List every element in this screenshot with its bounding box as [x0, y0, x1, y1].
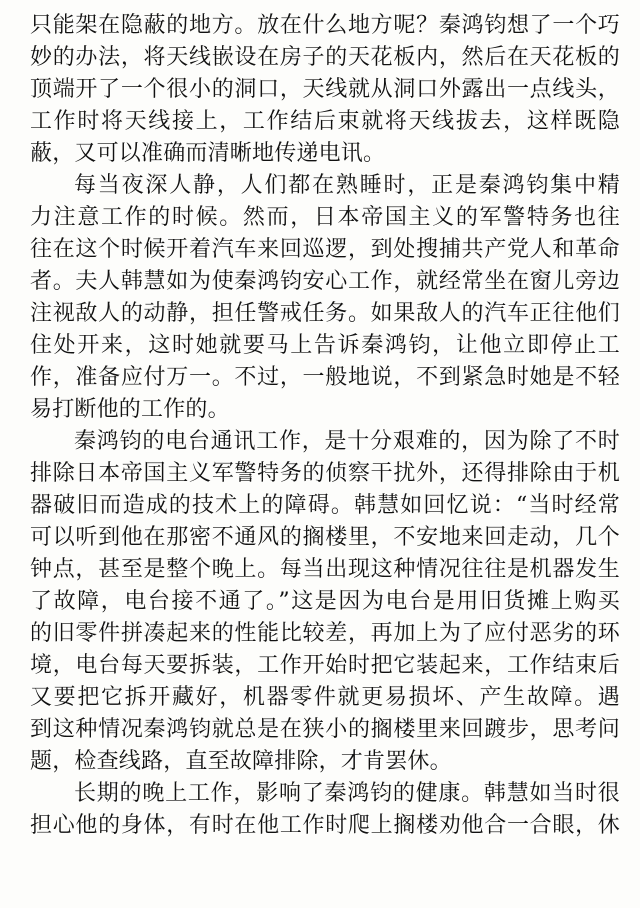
text-line: 的旧零件拼凑起来的性能比较差，再加上为了应付恶劣的环 [30, 621, 620, 646]
text-line: 器破旧而造成的技术上的障碍。韩慧如回忆说：“当时经常 [30, 493, 620, 518]
text-line: 力注意工作的时候。然而，日本帝国主义的军警特务也往 [30, 205, 620, 230]
text-line: 钟点，甚至是整个晚上。每当出现这种情况往往是机器发生 [30, 557, 620, 582]
text-line: 秦鸿钧的电台通讯工作，是十分艰难的，因为除了不时 [74, 429, 620, 454]
text-line: 只能架在隐蔽的地方。放在什么地方呢？秦鸿钧想了一个巧 [30, 13, 620, 38]
text-line: 长期的晚上工作，影响了秦鸿钧的健康。韩慧如当时很 [74, 781, 620, 806]
text-line: 作，准备应付万一。不过，一般地说，不到紧急时她是不轻 [30, 365, 620, 390]
text-line: 了故障，电台接不通了。”这是因为电台是用旧货摊上购买 [30, 589, 620, 614]
text-line: 境，电台每天要拆装，工作开始时把它装起来，工作结束后 [30, 653, 620, 678]
text-line: 每当夜深人静，人们都在熟睡时，正是秦鸿钧集中精 [74, 173, 620, 198]
text-line: 妙的办法，将天线嵌设在房子的天花板内，然后在天花板的 [30, 45, 620, 70]
text-line: 工作时将天线接上，工作结后束就将天线拔去，这样既隐 [30, 109, 620, 134]
text-line: 住处开来，这时她就要马上告诉秦鸿钧，让他立即停止工 [30, 333, 620, 358]
text-line: 往在这个时候开着汽车来回巡逻，到处搜捕共产党人和革命 [30, 237, 620, 262]
text-line: 易打断他的工作的。 [30, 397, 230, 422]
text-line: 注视敌人的动静，担任警戒任务。如果敌人的汽车正往他们 [30, 301, 620, 326]
text-line: 又要把它拆开藏好，机器零件就更易损坏、产生故障。遇 [30, 685, 620, 710]
text-line: 蔽，又可以准确而清晰地传递电讯。 [30, 141, 386, 166]
text-line: 担心他的身体，有时在他工作时爬上搁楼劝他合一合眼，休 [30, 813, 620, 838]
text-line: 者。夫人韩慧如为使秦鸿钧安心工作，就经常坐在窗儿旁边 [30, 269, 620, 294]
text-line: 到这种情况秦鸿钧就总是在狭小的搁楼里来回踱步，思考问 [30, 717, 620, 742]
text-line: 顶端开了一个很小的洞口，天线就从洞口外露出一点线头， [30, 77, 620, 102]
text-line: 可以听到他在那密不通风的搁楼里，不安地来回走动，几个 [30, 525, 620, 550]
body-text [30, 10, 620, 842]
text-line: 题，检查线路，直至故障排除，才肯罢休。 [30, 749, 452, 774]
text-line: 排除日本帝国主义军警特务的侦察干扰外，还得排除由于机 [30, 461, 620, 486]
